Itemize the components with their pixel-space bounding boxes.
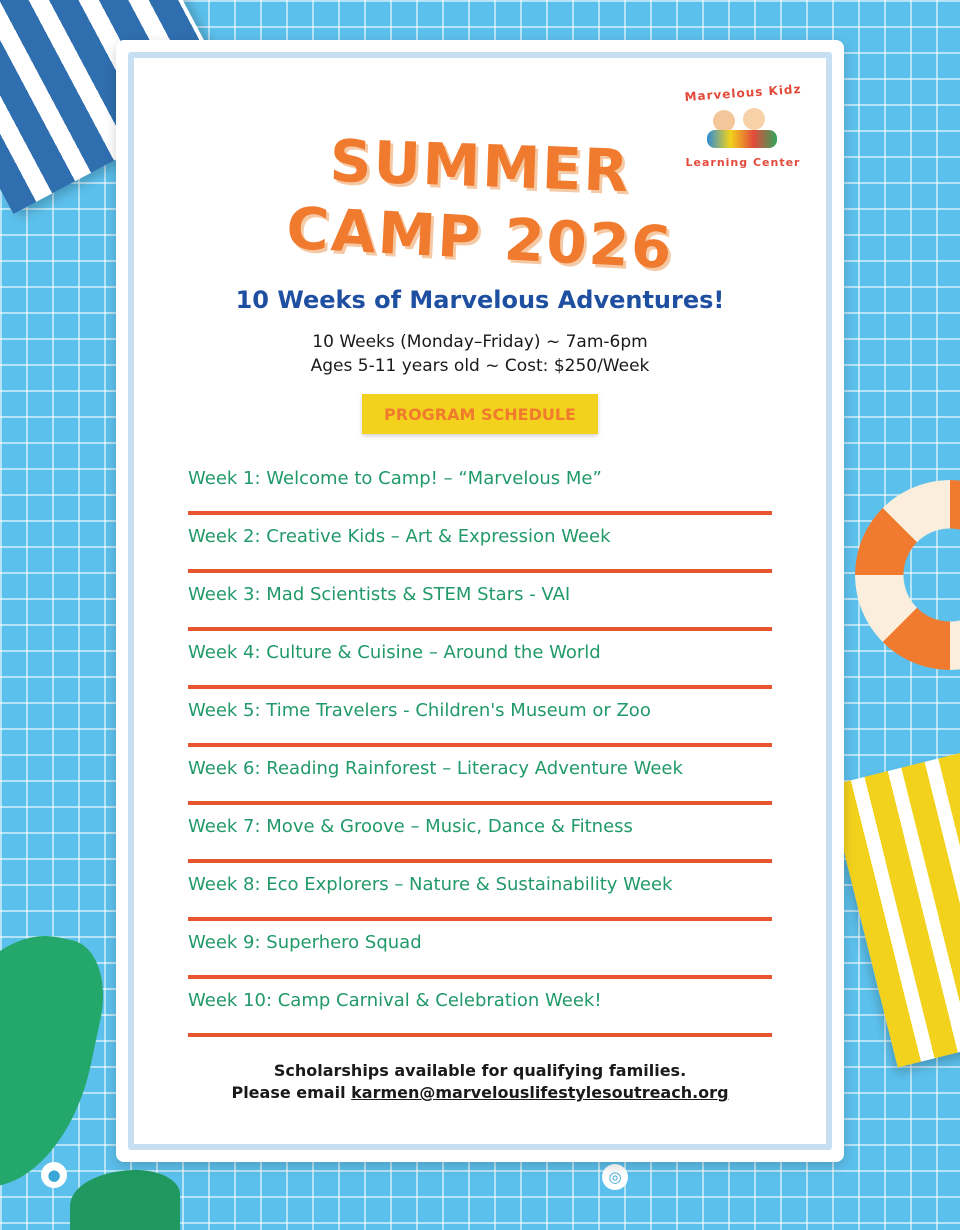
title-line-1: SUMMER [328, 126, 632, 206]
week-label: Week 4: Culture & Cuisine – Around the World [188, 642, 601, 663]
week-item [188, 460, 772, 515]
week-label: Week 8: Eco Explorers – Nature & Sustainability Week [188, 874, 673, 895]
week-label: Week 1: Welcome to Camp! – “Marvelous Me” [188, 468, 602, 489]
week-item [188, 982, 772, 1037]
week-item [188, 866, 772, 921]
palm-leaf-icon [70, 1170, 180, 1230]
scholarship-note: Scholarships available for qualifying families. [273, 1061, 687, 1080]
details-schedule: 10 Weeks (Monday–Friday) ~ 7am-6pm [312, 332, 648, 352]
week-label: Week 2: Creative Kids – Art & Expression Week [188, 526, 611, 547]
week-item [188, 576, 772, 631]
week-label: Week 5: Time Travelers - Children's Museum or Zoo [188, 700, 651, 721]
week-item [188, 750, 772, 805]
week-item [188, 634, 772, 689]
week-label: Week 9: Superhero Squad [188, 932, 422, 953]
flyer-card [116, 40, 844, 1162]
subtitle: 10 Weeks of Marvelous Adventures! [235, 286, 725, 314]
details-ages-cost: Ages 5-11 years old ~ Cost: $250/Week [310, 356, 650, 376]
logo-bottom-text: Learning Center [685, 156, 801, 169]
palm-leaf-icon [0, 916, 115, 1204]
week-label: Week 7: Move & Groove – Music, Dance & Fitness [188, 816, 633, 837]
swim-ring-icon [855, 480, 960, 670]
week-item [188, 808, 772, 863]
email-prefix: Please email [231, 1083, 352, 1102]
week-label: Week 6: Reading Rainforest – Literacy Adventure Week [188, 758, 683, 779]
footer-note [116, 1060, 844, 1104]
title-line-2: CAMP 2026 [284, 193, 676, 283]
week-item [188, 518, 772, 573]
globe-icon[interactable]: ◎ [602, 1164, 628, 1190]
logo-top-text: Marvelous Kidz [684, 81, 802, 105]
week-item [188, 692, 772, 747]
striped-towel-yellow [828, 743, 960, 1068]
location-pin-icon[interactable]: ● [41, 1162, 67, 1188]
week-list [188, 460, 772, 1037]
week-item [188, 924, 772, 979]
program-schedule-badge: PROGRAM SCHEDULE [362, 394, 598, 434]
email-link[interactable]: karmen@marvelouslifestylesoutreach.org [351, 1083, 729, 1102]
email-line [116, 1082, 844, 1104]
week-label: Week 3: Mad Scientists & STEM Stars - VAI [188, 584, 571, 605]
week-label: Week 10: Camp Carnival & Celebration Week! [188, 990, 602, 1011]
